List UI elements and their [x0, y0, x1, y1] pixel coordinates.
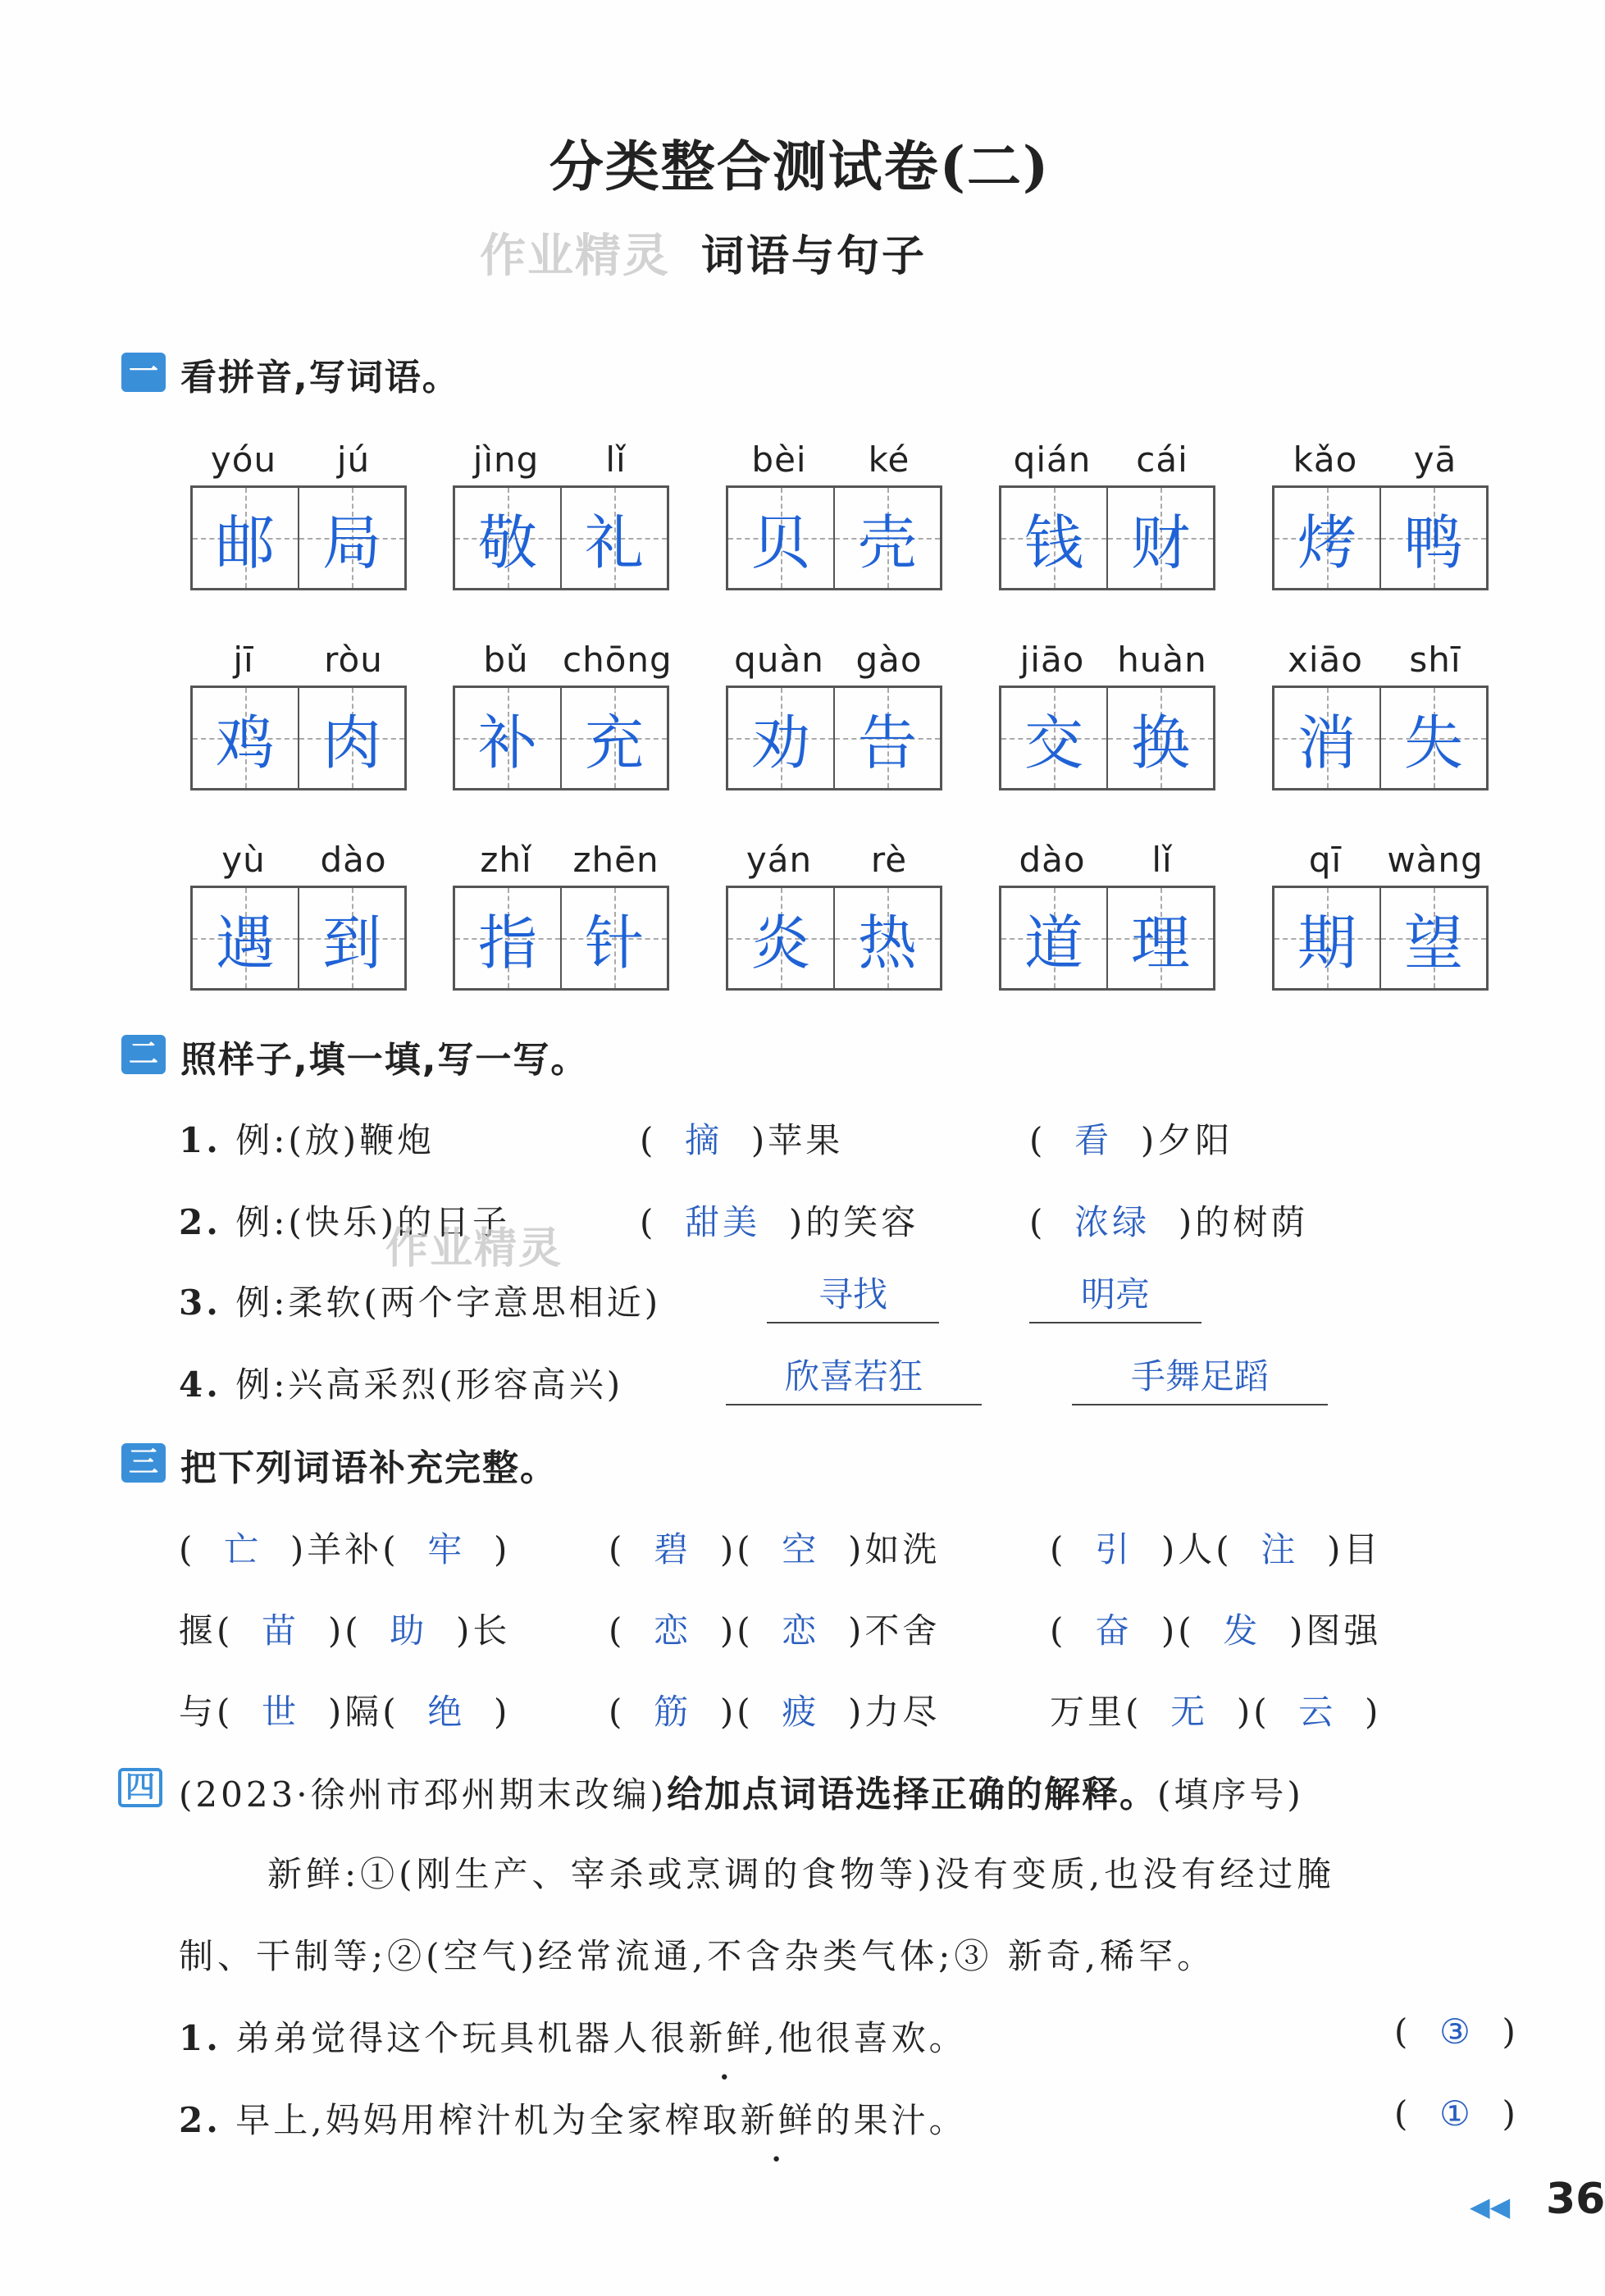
tianzige-cell: [455, 888, 562, 988]
section-3-badge: 三: [121, 1443, 166, 1483]
tianzige-cell: [1381, 888, 1486, 988]
tianzige-box: [453, 686, 669, 790]
tianzige-cell: [1108, 888, 1213, 988]
idiom-3: ( 引 )人( 注 )目: [1050, 1529, 1382, 1569]
written-character: 炎: [750, 909, 810, 977]
tianzige-box: [190, 686, 407, 790]
written-character: 敬: [477, 508, 537, 577]
tianzige-cell: [562, 488, 667, 588]
written-character: 壳: [857, 508, 917, 577]
tianzige-box: [726, 686, 942, 790]
tianzige-cell: [1108, 688, 1213, 788]
tianzige-cell: [1381, 488, 1486, 588]
tianzige-box: [1272, 686, 1489, 790]
tianzige-box: [190, 886, 407, 991]
written-character: 消: [1297, 708, 1356, 777]
tianzige-cell: [1274, 488, 1381, 588]
s2-q1-answer-1: ( 摘 )苹果: [640, 1120, 844, 1160]
written-character: 鸭: [1403, 508, 1463, 577]
written-character: 鸡: [215, 708, 275, 777]
tianzige-cell: [1274, 688, 1381, 788]
tianzige-box: [1272, 886, 1489, 991]
written-character: 贝: [750, 508, 810, 577]
tianzige-cell: [299, 488, 404, 588]
pinyin-label: yóu: [210, 440, 277, 480]
tianzige-cell: [1001, 888, 1108, 988]
s4-q2-answer: ( ① ): [1394, 2093, 1519, 2134]
written-character: 告: [857, 708, 917, 777]
written-character: 补: [477, 708, 537, 777]
tianzige-box: [1272, 485, 1489, 590]
pinyin-label: yā: [1413, 440, 1457, 480]
pinyin-label: qián: [1013, 440, 1092, 480]
pinyin-label: jī: [233, 640, 254, 680]
section-3-heading: 把下列词语补充完整。: [180, 1447, 558, 1489]
tianzige-cell: [299, 888, 404, 988]
tianzige-cell: [1108, 488, 1213, 588]
pinyin-label: bǔ: [483, 640, 529, 680]
pinyin-label: rè: [870, 840, 908, 880]
tianzige-cell: [728, 688, 835, 788]
section-1-badge: 一: [121, 353, 166, 392]
pinyin-label: quàn: [734, 640, 824, 680]
section-4-heading: (2023·徐州市邳州期末改编)给加点词语选择正确的解释。(填序号): [179, 1774, 1304, 1815]
section-4-badge: 四: [118, 1768, 162, 1807]
pinyin-label: dào: [320, 840, 387, 880]
written-character: 道: [1024, 909, 1083, 977]
written-character: 劝: [750, 708, 810, 777]
pinyin-label: gào: [855, 640, 923, 680]
tianzige-cell: [835, 888, 940, 988]
idiom-4: 揠( 苗 )( 助 )长: [179, 1610, 511, 1651]
pinyin-label: wàng: [1387, 840, 1484, 880]
tianzige-box: [999, 886, 1215, 991]
tianzige-cell: [1274, 888, 1381, 988]
section-2-badge: 二: [121, 1035, 166, 1074]
watermark: 作业精灵: [480, 230, 670, 283]
tianzige-cell: [193, 888, 299, 988]
tianzige-cell: [193, 488, 299, 588]
tianzige-cell: [299, 688, 404, 788]
idiom-2: ( 碧 )( 空 )如洗: [609, 1529, 941, 1569]
dotted-word: 新鲜: [688, 2018, 764, 2058]
tianzige-cell: [835, 688, 940, 788]
written-character: 烤: [1297, 508, 1356, 577]
pinyin-label: xiāo: [1288, 640, 1363, 680]
tianzige-cell: [455, 488, 562, 588]
tianzige-cell: [562, 688, 667, 788]
pinyin-label: shī: [1409, 640, 1461, 680]
tianzige-box: [453, 886, 669, 991]
definition-line-2: 制、干制等;②(空气)经常流通,不含杂类气体;③ 新奇,稀罕。: [179, 1936, 1216, 1976]
idiom-9: 万里( 无 )( 云 ): [1050, 1692, 1382, 1732]
s2-q2-example: 2. 例:(快乐)的日子: [179, 1202, 511, 1242]
written-character: 邮: [215, 508, 275, 577]
tianzige-cell: [193, 688, 299, 788]
watermark-2: 作业精灵: [385, 1224, 563, 1273]
tianzige-box: [726, 485, 942, 590]
written-character: 失: [1403, 708, 1463, 777]
s2-q2-answer-2: ( 浓绿 )的树荫: [1029, 1202, 1309, 1242]
s2-q3-blank-2: 明亮: [1029, 1268, 1201, 1323]
s2-q1-example: 1. 例:(放)鞭炮: [179, 1120, 435, 1160]
section-2-heading: 照样子,填一填,写一写。: [180, 1039, 589, 1081]
pinyin-label: yán: [746, 840, 813, 880]
s4-q2: 2. 早上,妈妈用榨汁机为全家榨取新鲜的果汁。: [179, 2093, 967, 2143]
s2-q3-blank-1: 寻找: [767, 1268, 939, 1323]
pinyin-label: jìng: [472, 440, 540, 480]
s2-q4-blank-2: 手舞足蹈: [1072, 1350, 1328, 1405]
section-1-heading: 看拼音,写词语。: [180, 357, 460, 399]
pinyin-label: cái: [1136, 440, 1188, 480]
page-arrows-icon: ◀◀: [1470, 2191, 1511, 2222]
page-number: 36: [1546, 2175, 1605, 2224]
pinyin-label: ké: [868, 440, 910, 480]
idiom-7: 与( 世 )隔( 绝 ): [179, 1692, 511, 1732]
tianzige-cell: [455, 688, 562, 788]
written-character: 充: [584, 708, 644, 777]
pinyin-label: zhǐ: [480, 840, 532, 880]
pinyin-label: zhēn: [572, 840, 659, 880]
page-title: 分类整合测试卷(二): [549, 134, 1051, 198]
pinyin-label: bèi: [751, 440, 807, 480]
definition-line-1: 新鲜:①(刚生产、宰杀或烹调的食物等)没有变质,也没有经过腌: [267, 1854, 1336, 1894]
tianzige-box: [999, 485, 1215, 590]
s2-q1-answer-2: ( 看 )夕阳: [1029, 1120, 1233, 1160]
written-character: 望: [1403, 909, 1463, 977]
s4-q1-answer: ( ③ ): [1394, 2011, 1519, 2052]
tianzige-box: [190, 485, 407, 590]
written-character: 局: [321, 508, 381, 577]
page-subtitle: 词语与句子: [701, 232, 928, 281]
pinyin-label: ròu: [324, 640, 383, 680]
s2-q4-blank-1: 欣喜若狂: [726, 1350, 982, 1405]
written-character: 期: [1297, 909, 1356, 977]
written-character: 针: [584, 909, 644, 977]
pinyin-label: jú: [336, 440, 371, 480]
tianzige-box: [726, 886, 942, 991]
written-character: 换: [1130, 708, 1190, 777]
s4-q1: 1. 弟弟觉得这个玩具机器人很新鲜,他很喜欢。: [179, 2011, 967, 2061]
pinyin-label: huàn: [1117, 640, 1207, 680]
written-character: 到: [321, 909, 381, 977]
written-character: 钱: [1024, 508, 1083, 577]
pinyin-label: dào: [1019, 840, 1086, 880]
pinyin-label: lǐ: [1151, 840, 1173, 880]
tianzige-box: [999, 686, 1215, 790]
dotted-word: 新鲜: [740, 2100, 816, 2140]
idiom-6: ( 奋 )( 发 )图强: [1050, 1610, 1382, 1651]
tianzige-cell: [835, 488, 940, 588]
written-character: 礼: [584, 508, 644, 577]
tianzige-cell: [1001, 688, 1108, 788]
written-character: 交: [1024, 708, 1083, 777]
written-character: 遇: [215, 909, 275, 977]
pinyin-label: qī: [1308, 840, 1343, 880]
idiom-5: ( 恋 )( 恋 )不舍: [609, 1610, 941, 1651]
s2-q4-example: 4. 例:兴高采烈(形容高兴): [179, 1364, 624, 1405]
tianzige-cell: [728, 888, 835, 988]
idiom-1: ( 亡 )羊补( 牢 ): [179, 1529, 511, 1569]
s2-q2-answer-1: ( 甜美 )的笑容: [640, 1202, 919, 1242]
tianzige-cell: [728, 488, 835, 588]
written-character: 肉: [321, 708, 381, 777]
pinyin-label: jiāo: [1019, 640, 1085, 680]
pinyin-label: kǎo: [1293, 440, 1358, 480]
written-character: 热: [857, 909, 917, 977]
tianzige-cell: [1001, 488, 1108, 588]
tianzige-cell: [562, 888, 667, 988]
pinyin-label: chōng: [563, 640, 673, 680]
tianzige-cell: [1381, 688, 1486, 788]
pinyin-label: lǐ: [605, 440, 627, 480]
s2-q3-example: 3. 例:柔软(两个字意思相近): [179, 1282, 662, 1323]
written-character: 指: [477, 909, 537, 977]
idiom-8: ( 筋 )( 疲 )力尽: [609, 1692, 941, 1732]
written-character: 财: [1130, 508, 1190, 577]
tianzige-box: [453, 485, 669, 590]
written-character: 理: [1130, 909, 1190, 977]
pinyin-label: yù: [221, 840, 266, 880]
